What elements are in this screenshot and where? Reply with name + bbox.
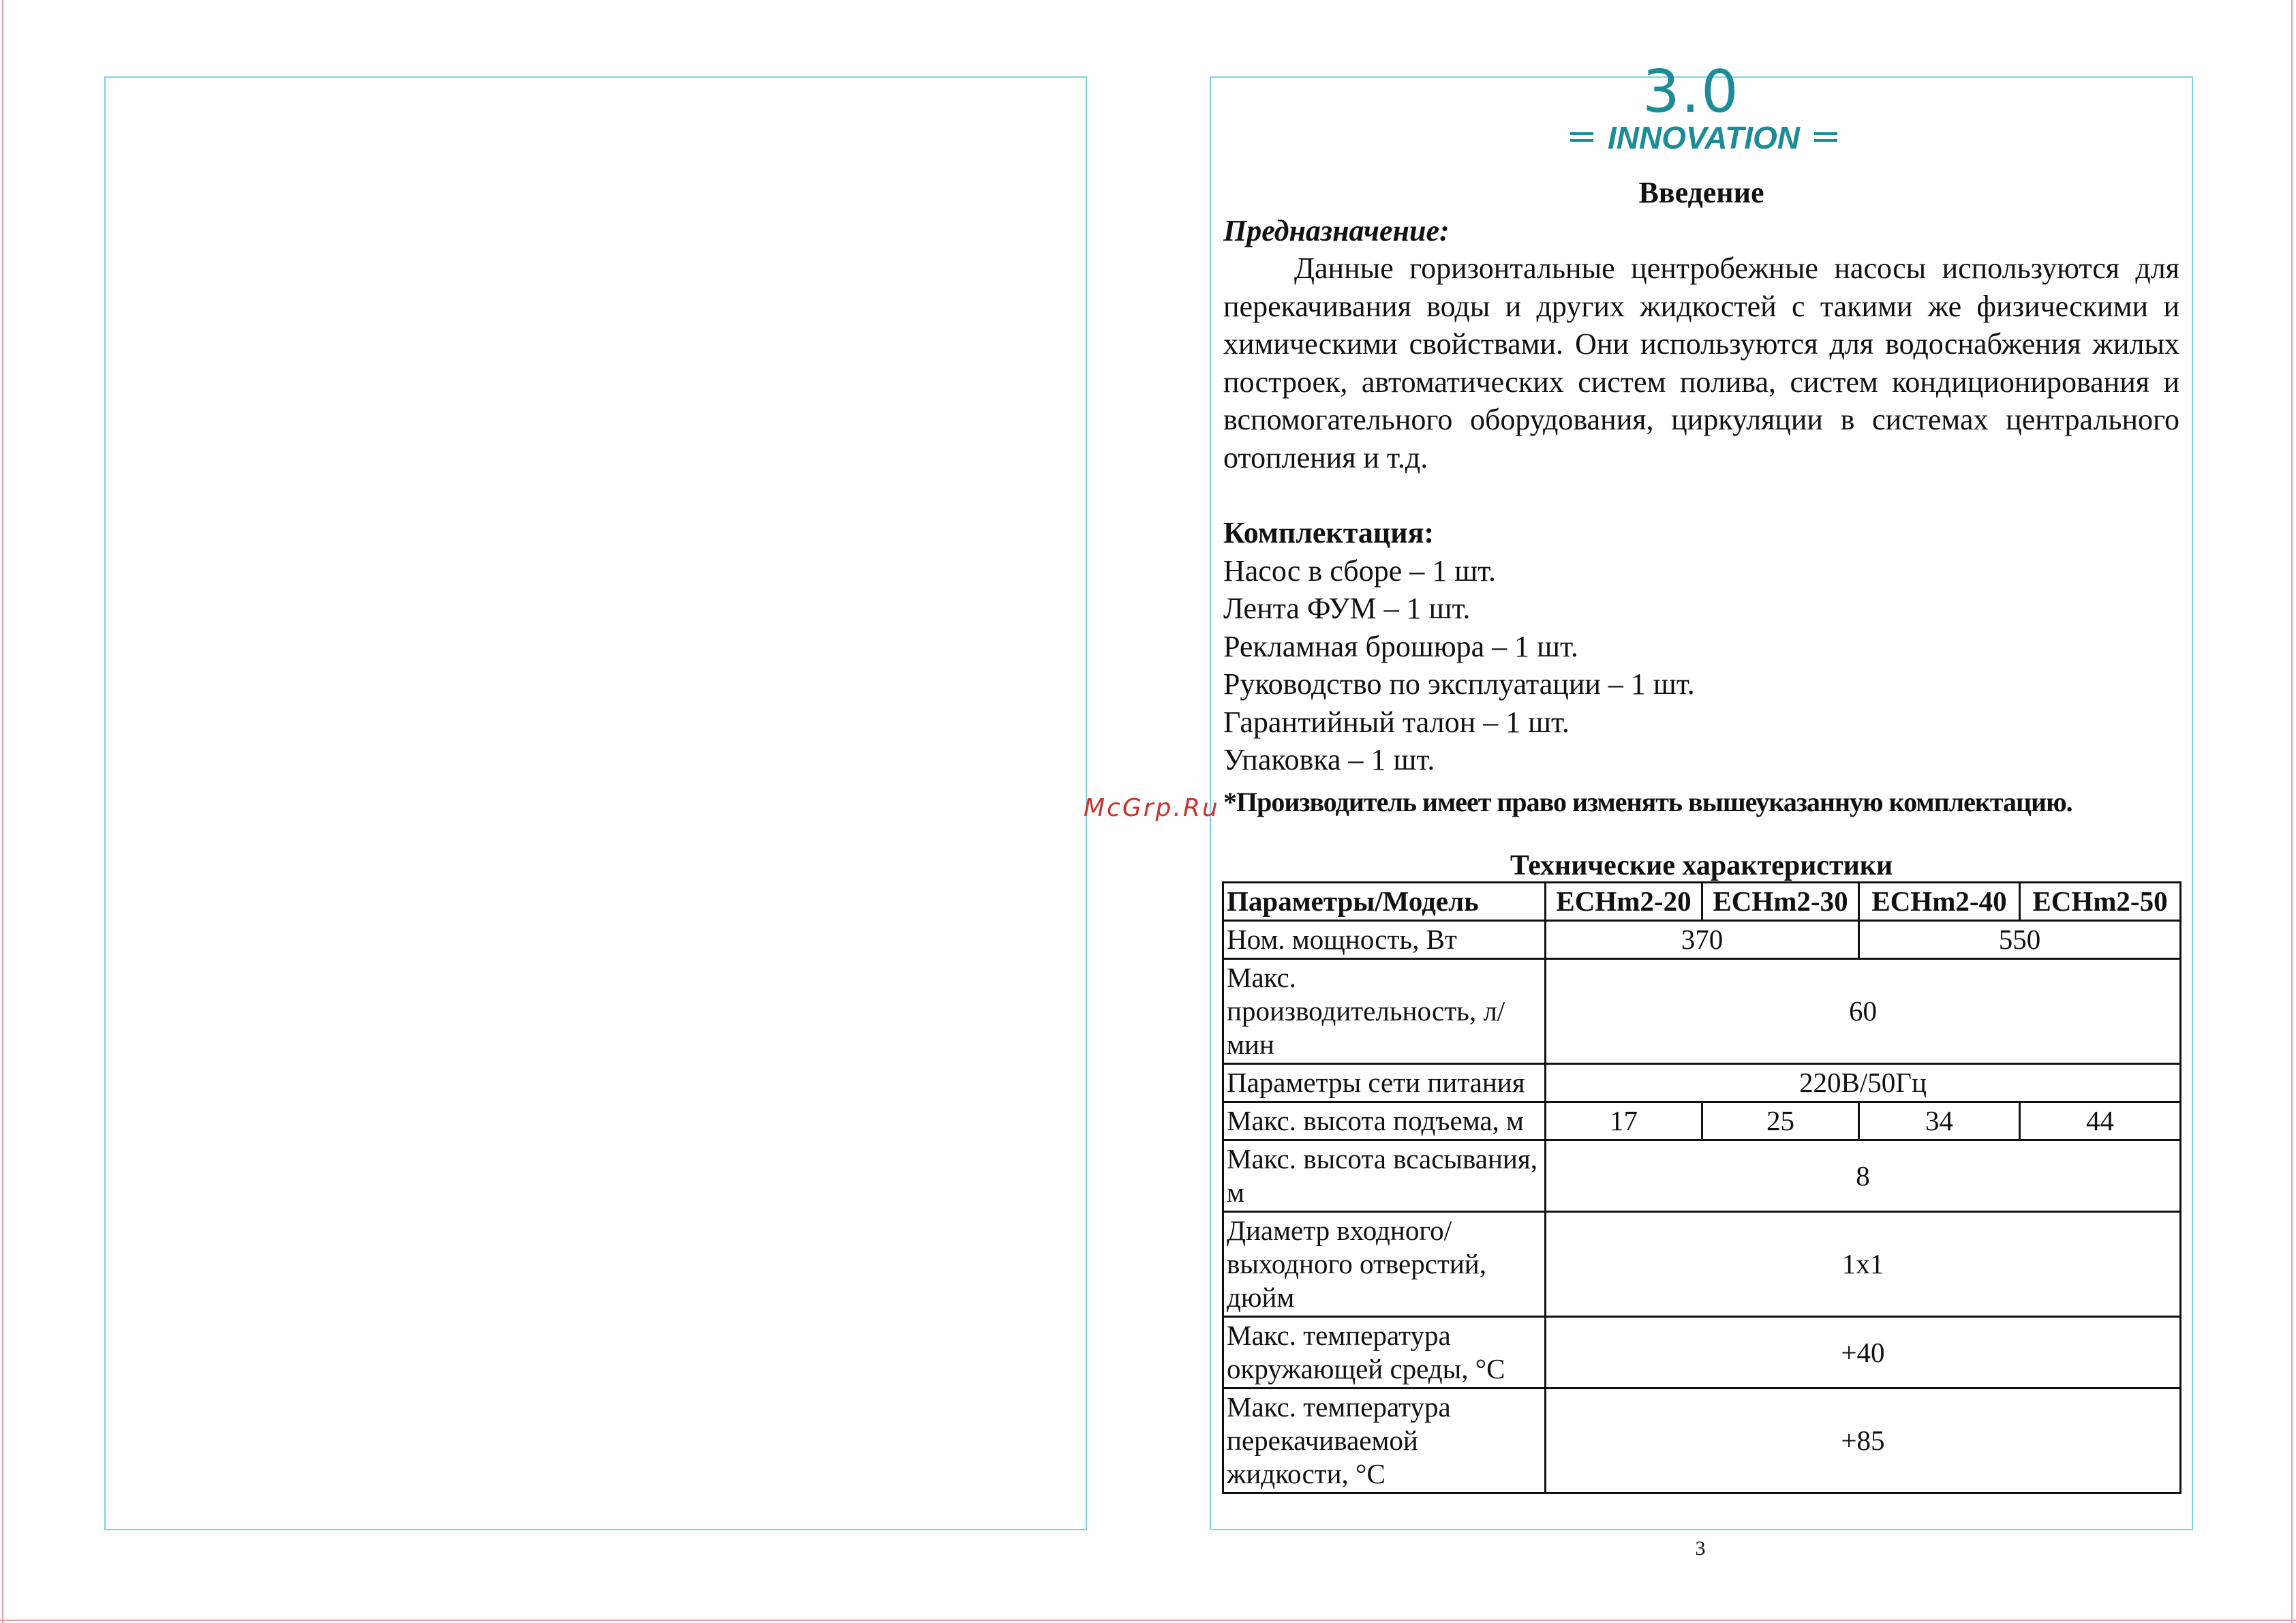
- left-page-blank: [104, 76, 1087, 1530]
- ambient-value: +40: [1546, 1317, 2181, 1389]
- power-value-b: 550: [1859, 921, 2181, 959]
- header-model: ECHm2-30: [1702, 883, 1859, 921]
- purpose-text: Данные горизонтальные центробежные насосы используются для перекачивания воды и других жидкостей с такими же физическими и химическими свойствами. Они используются для водоснабжения жилых построек, автоматических систем полива, систем кондиционирования и вспомогательного оборудования, циркуляции в системах центрального отопления и т.д.: [1223, 252, 2179, 474]
- page-number: 3: [1695, 1537, 1706, 1560]
- sheet-edge-right: [2291, 0, 2293, 1623]
- sheet-edge-left: [2, 0, 3, 1623]
- kit-item: Лента ФУМ – 1 шт.: [1223, 592, 1471, 625]
- row-label: Макс. температура перекачиваемой жидкости, °С: [1223, 1389, 1546, 1493]
- liquid-value: +85: [1546, 1389, 2181, 1493]
- intro-title: Введение: [1638, 176, 1764, 209]
- row-label: Макс. производительность, л/мин: [1223, 959, 1546, 1064]
- row-label: Диаметр входного/выходного отверстий, дюйм: [1223, 1212, 1546, 1317]
- kit-item: Гарантийный талон – 1 шт.: [1223, 705, 1570, 739]
- sheet-edge-bottom: [0, 1620, 2296, 1621]
- table-row-power: [1223, 921, 2181, 959]
- table-row-head: [1223, 1102, 2181, 1140]
- row-label: Макс. высота подъема, м: [1223, 1102, 1546, 1140]
- kit-title: Комплектация:: [1223, 516, 1435, 549]
- diameter-value: 1x1: [1546, 1212, 2181, 1317]
- header-model: ECHm2-50: [2020, 883, 2181, 921]
- head-value: 17: [1546, 1102, 1702, 1140]
- table-row-diameter: [1223, 1212, 2181, 1317]
- head-value: 25: [1702, 1102, 1859, 1140]
- table-row-liquid: [1223, 1389, 2181, 1493]
- specs-title: Технические характеристики: [1510, 850, 1893, 881]
- row-label: Макс. температура окружающей среды, °С: [1223, 1317, 1546, 1389]
- kit-item: Насос в сборе – 1 шт.: [1223, 553, 1497, 588]
- brand-logo: [1567, 58, 1840, 157]
- suction-value: 8: [1546, 1140, 2181, 1212]
- watermark: McGrp.Ru: [1084, 794, 1220, 822]
- logo-dash-right-2: [1814, 139, 1837, 142]
- logo-dash-right: [1814, 132, 1837, 135]
- head-value: 34: [1859, 1102, 2020, 1140]
- row-label: Макс. высота всасывания, м: [1223, 1140, 1546, 1212]
- table-row-ambient: [1223, 1317, 2181, 1389]
- head-value: 44: [2020, 1102, 2181, 1140]
- power-value-a: 370: [1546, 921, 1859, 959]
- table-header-row: [1223, 883, 2181, 921]
- row-label: Ном. мощность, Вт: [1223, 921, 1546, 959]
- header-param: Параметры/Модель: [1223, 883, 1546, 921]
- logo-mark: 3.0: [1642, 58, 1740, 126]
- kit-item: Упаковка – 1 шт.: [1223, 743, 1435, 776]
- header-model: ECHm2-40: [1859, 883, 2020, 921]
- specs-table: [1222, 881, 2182, 1494]
- row-label: Параметры сети питания: [1223, 1064, 1546, 1102]
- header-model: ECHm2-20: [1546, 883, 1702, 921]
- table-row-flow: [1223, 959, 2181, 1064]
- kit-item: Рекламная брошюра – 1 шт.: [1223, 629, 1578, 663]
- flow-value: 60: [1546, 959, 2181, 1064]
- intro-section: [1223, 174, 2179, 821]
- kit-note: *Производитель имеет право изменять вышеуказанную комплектацию.: [1223, 786, 2072, 817]
- purpose-label: Предназначение:: [1223, 213, 1450, 247]
- table-row-suction: [1223, 1140, 2181, 1212]
- kit-item: Руководство по эксплуатации – 1 шт.: [1223, 667, 1695, 701]
- table-row-mains: [1223, 1064, 2181, 1102]
- logo-brand: INNOVATION: [1608, 120, 1800, 155]
- kit-list: [1223, 552, 2179, 779]
- mains-value: 220В/50Гц: [1546, 1064, 2181, 1102]
